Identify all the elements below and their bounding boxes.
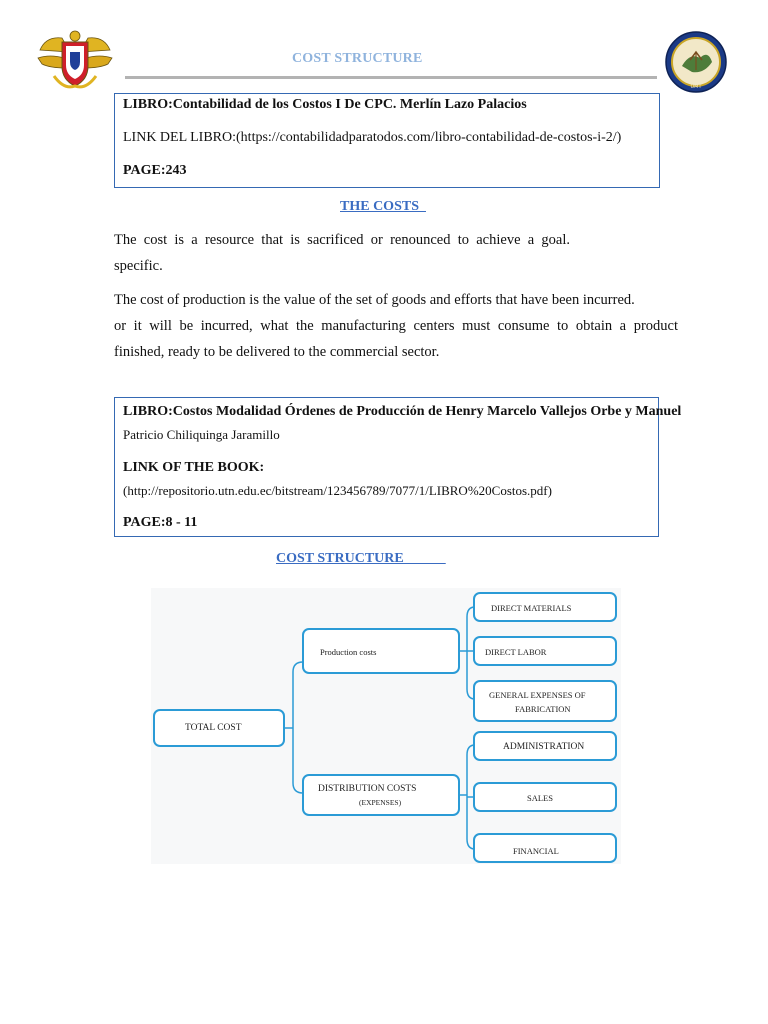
- paragraph-line: The cost is a resource that is sacrificed or renounced to achieve a goal.: [114, 232, 570, 248]
- paragraph-line: The cost of production is the value of the set of goods and efforts that have been incurred.: [114, 292, 635, 308]
- book-link[interactable]: (http://repositorio.utn.edu.ec/bitstream/123456789/7077/1/LIBRO%20Costos.pdf): [123, 483, 552, 498]
- node-label-sub: (EXPENSES): [359, 798, 402, 807]
- distribution-costs-node: [302, 774, 460, 816]
- administration-node: [473, 731, 617, 761]
- book-title-continued: Patricio Chiliquinga Jaramillo: [123, 427, 280, 442]
- sales-node: [473, 782, 617, 812]
- direct-labor-node: [473, 636, 617, 666]
- cost-structure-title: COST STRUCTURE: [276, 551, 446, 566]
- institution-seal-logo: [660, 30, 732, 94]
- paragraph-line: or it will be incurred, what the manufacturing centers must consume to obtain a product: [114, 318, 678, 334]
- node-label: Production costs: [320, 647, 377, 657]
- node-label: ADMINISTRATION: [503, 742, 585, 752]
- general-expenses-node: [473, 680, 617, 722]
- book-reference-box-2: [114, 397, 682, 537]
- node-label: GENERAL EXPENSES OF: [489, 690, 586, 700]
- total-cost-node: [153, 709, 285, 747]
- header-title: COST STRUCTURE: [292, 51, 423, 66]
- paragraph-line: specific.: [114, 258, 163, 274]
- node-label: SALES: [527, 793, 553, 803]
- financial-node: [473, 833, 617, 863]
- paragraph-line: finished, ready to be delivered to the commercial sector.: [114, 344, 440, 360]
- university-logo: [36, 28, 114, 92]
- book-title: LIBRO:Contabilidad de los Costos I De CPC. Merlín Lazo Palacios: [123, 97, 527, 112]
- node-label: DIRECT MATERIALS: [491, 603, 572, 613]
- book-page: PAGE:8 - 11: [123, 515, 198, 530]
- book-link[interactable]: LINK DEL LIBRO:(https://contabilidadparatodos.com/libro-contabilidad-de-costos-i-2/): [123, 130, 622, 145]
- book-page: PAGE:243: [123, 163, 187, 178]
- node-label: TOTAL COST: [185, 723, 242, 733]
- node-label: DISTRIBUTION COSTS: [318, 784, 417, 794]
- costs-section-title: THE COSTS: [340, 199, 426, 214]
- book-title: LIBRO:Costos Modalidad Órdenes de Producción de Henry Marcelo Vallejos Orbe y Manuel: [123, 404, 682, 419]
- book-link-label: LINK OF THE BOOK:: [123, 460, 265, 475]
- production-costs-node: [302, 628, 460, 674]
- node-label: FINANCIAL: [513, 846, 559, 856]
- direct-materials-node: [473, 592, 617, 622]
- node-label-sub: FABRICATION: [515, 704, 571, 714]
- costs-paragraph-2: [114, 287, 678, 365]
- header-divider: [125, 76, 657, 79]
- book-reference-box-1: [114, 93, 660, 188]
- cost-structure-diagram: [151, 588, 621, 864]
- svg-text:UMT: UMT: [690, 84, 702, 90]
- costs-paragraph-1: [114, 227, 678, 279]
- node-label: DIRECT LABOR: [485, 647, 547, 657]
